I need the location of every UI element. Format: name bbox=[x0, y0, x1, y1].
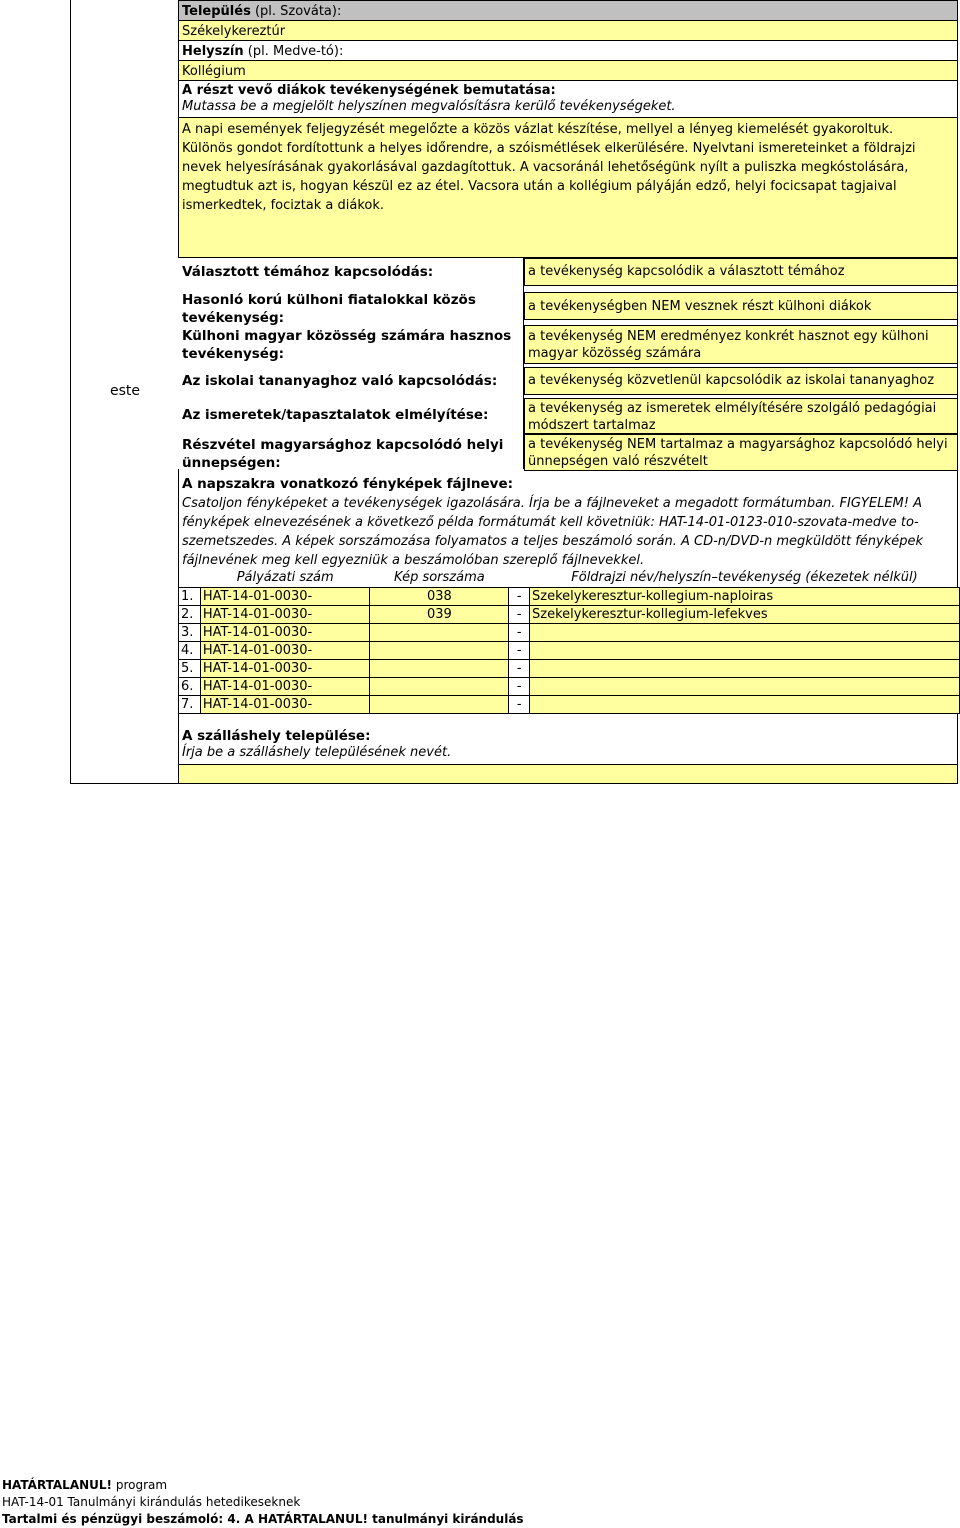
picture-number-input[interactable] bbox=[370, 677, 509, 695]
criteria-label-celebration: Részvétel magyarsághoz kapcsolódó helyi ünnepségen: bbox=[182, 437, 504, 471]
location-activity-input[interactable] bbox=[530, 677, 960, 695]
location-activity-input[interactable] bbox=[530, 641, 960, 659]
time-of-day-label: este bbox=[110, 383, 141, 399]
photo-row bbox=[179, 641, 960, 659]
footer-program bbox=[2, 1477, 167, 1494]
project-code-cell: HAT-14-01-0030- bbox=[200, 623, 370, 641]
photo-row bbox=[179, 677, 960, 695]
separator-cell: - bbox=[509, 605, 530, 623]
row-number: 1. bbox=[179, 587, 201, 605]
col-location-header: Földrajzi név/helyszín–tevékenység (ékezetek nélkül) bbox=[530, 569, 960, 587]
description-line: ismerkedtek, fociztak a diákok. bbox=[182, 198, 385, 213]
lodging-field[interactable] bbox=[178, 764, 958, 784]
description-line: Különös gondot fordítottunk a helyes időrendre, a szóismétlések elkerülésére. Nyelvtani ismereteinket a földrajzi bbox=[182, 141, 916, 156]
col-separator-header bbox=[509, 569, 530, 587]
picture-number-input[interactable]: 038 bbox=[370, 587, 509, 605]
lodging-instruction: Írja be a szálláshely településének nevét. bbox=[182, 745, 452, 760]
criteria-select-celebration[interactable]: a tevékenység NEM tartalmaz a magyarsághoz kapcsolódó helyi ünnepségen való részvételt bbox=[524, 434, 958, 471]
photos-instruction-line: Csatoljon fényképeket a tevékenységek igazolására. Írja be a fájlneveket a megadott formátumban. FIGYELEM! A bbox=[182, 496, 922, 511]
criteria-select-joint-activity[interactable]: a tevékenységben NEM vesznek részt külhoni diákok bbox=[524, 292, 958, 320]
project-code-cell: HAT-14-01-0030- bbox=[200, 641, 370, 659]
row-number: 4. bbox=[179, 641, 201, 659]
footer-report-title: Tartalmi és pénzügyi beszámoló: 4. A HATÁRTALANUL! tanulmányi kirándulás bbox=[2, 1512, 524, 1526]
col-number-header bbox=[179, 569, 201, 587]
row-number: 6. bbox=[179, 677, 201, 695]
location-activity-input[interactable]: Szekelykeresztur-kollegium-naploiras bbox=[530, 587, 960, 605]
activity-heading: A részt vevő diákok tevékenységének bemutatása: bbox=[182, 83, 556, 98]
picture-number-input[interactable] bbox=[370, 623, 509, 641]
separator-cell: - bbox=[509, 623, 530, 641]
picture-number-input[interactable] bbox=[370, 659, 509, 677]
settlement-field[interactable]: Székelykereztúr bbox=[178, 20, 958, 41]
activity-instruction: Mutassa be a megjelölt helyszínen megvalósításra kerülő tevékenységeket. bbox=[182, 99, 676, 114]
location-activity-input[interactable]: Szekelykeresztur-kollegium-lefekves bbox=[530, 605, 960, 623]
photo-table-header bbox=[179, 569, 960, 587]
col-project-code-header: Pályázati szám bbox=[200, 569, 370, 587]
separator-cell: - bbox=[509, 641, 530, 659]
separator-cell: - bbox=[509, 695, 530, 713]
separator-cell: - bbox=[509, 587, 530, 605]
separator-cell: - bbox=[509, 659, 530, 677]
activity-description-field[interactable] bbox=[178, 117, 958, 258]
criteria-label-joint-activity: Hasonló korú külhoni fiatalokkal közös tevékenység: bbox=[182, 292, 476, 326]
venue-label-row bbox=[178, 40, 958, 61]
criteria-select-community-benefit[interactable]: a tevékenység NEM eredményez konkrét hasznot egy külhoni magyar közösség számára bbox=[524, 325, 958, 364]
description-line: megtudtuk azt is, hogyan készül ez az étel. Vacsora után a kollégium pályáján edző, helyi focicsapat tagjaival bbox=[182, 179, 897, 194]
photo-row bbox=[179, 605, 960, 623]
venue-label: Helyszín bbox=[182, 44, 244, 59]
venue-field[interactable]: Kollégium bbox=[178, 60, 958, 81]
criteria-label-topic: Választott témához kapcsolódás: bbox=[182, 264, 434, 280]
row-number: 3. bbox=[179, 623, 201, 641]
settlement-hint: (pl. Szováta): bbox=[250, 4, 342, 19]
settlement-label-row bbox=[178, 0, 958, 21]
location-activity-input[interactable] bbox=[530, 695, 960, 713]
photos-heading: A napszakra vonatkozó fényképek fájlneve: bbox=[182, 476, 514, 492]
location-activity-input[interactable] bbox=[530, 623, 960, 641]
row-number: 5. bbox=[179, 659, 201, 677]
criteria-select-deepening[interactable]: a tevékenység az ismeretek elmélyítésére szolgáló pedagógiai módszert tartalmaz bbox=[524, 398, 958, 434]
project-code-cell: HAT-14-01-0030- bbox=[200, 677, 370, 695]
photos-instruction-line: fájlnevének meg kell egyezniük a beszámolóban szereplő fájlnevekkel. bbox=[182, 553, 645, 568]
description-line: A napi események feljegyzését megelőzte a közös vázlat készítése, mellyel a lényeg kiemelését gyakoroltuk. bbox=[182, 122, 894, 137]
footer-brand: HATÁRTALANUL! bbox=[2, 1478, 113, 1492]
project-code-cell: HAT-14-01-0030- bbox=[200, 659, 370, 677]
settlement-label: Település bbox=[182, 4, 251, 19]
photo-filenames-table bbox=[178, 569, 960, 714]
photo-row bbox=[179, 695, 960, 713]
photos-instruction-line: fényképek elnevezésének a következő példa formátumát kell követniük: HAT-14-01-0123-010-szovata-medve to- bbox=[182, 515, 919, 530]
criteria-select-topic[interactable]: a tevékenység kapcsolódik a választott témához bbox=[524, 258, 958, 286]
photos-instruction-line: szemetszedes. A képek sorszámozása folyamatos a teljes beszámoló során. A CD-n/DVD-n megküldött fényképek bbox=[182, 534, 924, 549]
separator-cell: - bbox=[509, 677, 530, 695]
picture-number-input[interactable] bbox=[370, 641, 509, 659]
row-number: 2. bbox=[179, 605, 201, 623]
row-number: 7. bbox=[179, 695, 201, 713]
col-picture-number-header: Kép sorszáma bbox=[370, 569, 509, 587]
footer-course: HAT-14-01 Tanulmányi kirándulás hetedikeseknek bbox=[2, 1495, 301, 1509]
description-line: nevek helyesírásának gyakorlásával gazdagítottuk. A vacsoránál lehetőségünk nyílt a puliszka megkóstolására, bbox=[182, 160, 909, 175]
photo-row bbox=[179, 623, 960, 641]
criteria-select-curriculum[interactable]: a tevékenység közvetlenül kapcsolódik az iskolai tananyaghoz bbox=[524, 367, 958, 395]
project-code-cell: HAT-14-01-0030- bbox=[200, 587, 370, 605]
criteria-label-curriculum: Az iskolai tananyaghoz való kapcsolódás: bbox=[182, 373, 498, 389]
project-code-cell: HAT-14-01-0030- bbox=[200, 605, 370, 623]
photo-row bbox=[179, 659, 960, 677]
lodging-heading: A szálláshely települése: bbox=[182, 728, 371, 744]
footer-brand-suffix: program bbox=[112, 1478, 168, 1492]
criteria-label-deepening: Az ismeretek/tapasztalatok elmélyítése: bbox=[182, 407, 489, 423]
venue-hint: (pl. Medve-tó): bbox=[243, 44, 344, 59]
criteria-label-community-benefit: Külhoni magyar közösség számára hasznos tevékenység: bbox=[182, 328, 512, 362]
picture-number-input[interactable] bbox=[370, 695, 509, 713]
project-code-cell: HAT-14-01-0030- bbox=[200, 695, 370, 713]
photo-row bbox=[179, 587, 960, 605]
location-activity-input[interactable] bbox=[530, 659, 960, 677]
picture-number-input[interactable]: 039 bbox=[370, 605, 509, 623]
photos-instructions bbox=[182, 494, 952, 570]
